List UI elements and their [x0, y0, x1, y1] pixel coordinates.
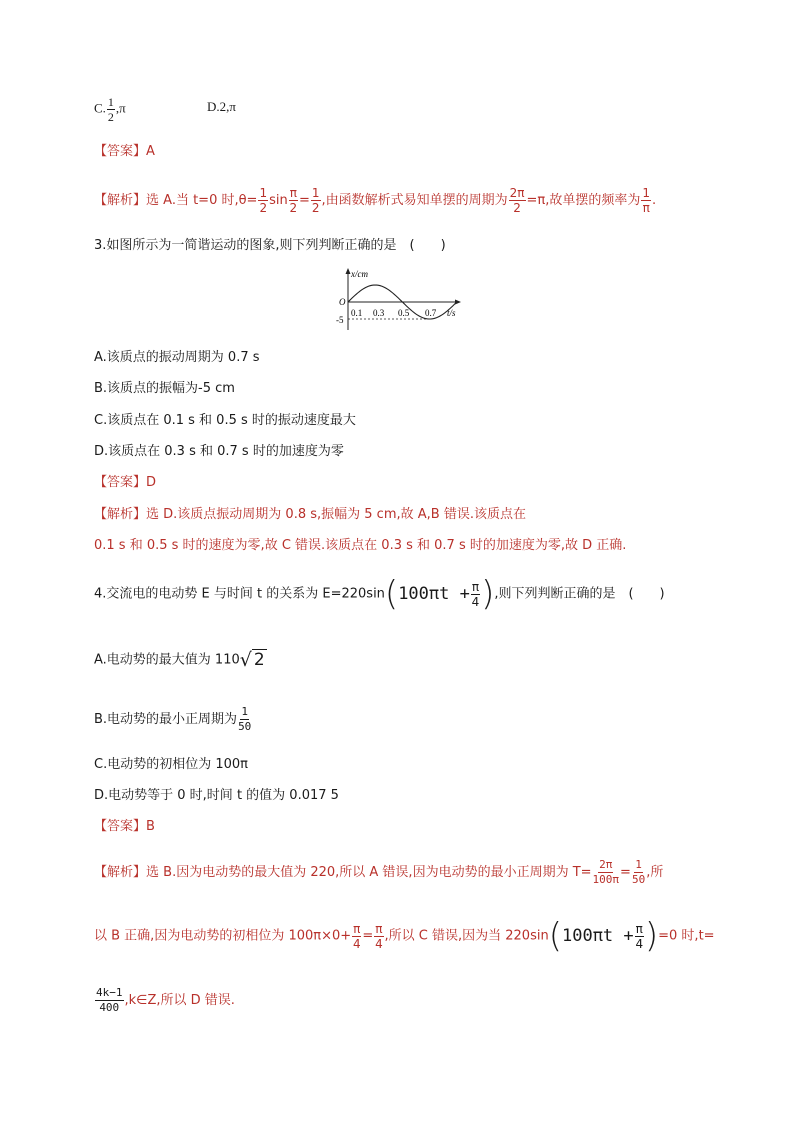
answer-bracket: 【答案】	[94, 819, 147, 834]
left-paren: (	[384, 574, 399, 614]
q3-option-b: B.该质点的振幅为-5 cm	[94, 381, 235, 396]
analysis-text: =	[298, 193, 310, 208]
x-axis-label: t/s	[447, 308, 456, 318]
tick-label: 0.5	[398, 308, 410, 318]
stem-text: ,则下列判断正确的是 ( )	[494, 586, 665, 602]
q4-analysis-line3	[94, 986, 235, 1015]
oscillation-graph	[330, 266, 470, 332]
option-c-suffix: ,π	[115, 100, 126, 116]
q4-answer	[94, 818, 155, 836]
tick-label: 0.7	[425, 308, 437, 318]
left-paren: (	[548, 916, 562, 956]
analysis-text: =	[620, 865, 631, 880]
tick-label: 0.3	[373, 308, 385, 318]
y-axis-arrow-icon	[346, 268, 351, 274]
expression: 100πt +	[398, 584, 470, 604]
q3-option-a: A.该质点的振动周期为 0.7 s	[94, 350, 260, 365]
answer-value: B	[146, 819, 155, 834]
q2-analysis	[94, 186, 656, 215]
q3-option-c: C.该质点在 0.1 s 和 0.5 s 时的振动速度最大	[94, 413, 356, 428]
q4-option-d: D.电动势等于 0 时,时间 t 的值为 0.017 5	[94, 788, 339, 803]
q3-stem: 3.如图所示为一简谐运动的图象,则下列判断正确的是 ( )	[94, 238, 446, 253]
stem-text: 4.交流电的电动势 E 与时间 t 的关系为 E=220sin	[94, 586, 385, 602]
option-c-prefix: C.	[94, 100, 106, 116]
fraction: $\frac{\pi}{2}$	[289, 186, 298, 215]
option-c	[94, 95, 126, 124]
q4-analysis-line1	[94, 858, 663, 887]
fraction: $\frac{4k-1}{400}$	[96, 986, 123, 1014]
q4-analysis-line2	[94, 916, 715, 957]
fraction: $\frac{\pi}{4}$	[471, 579, 480, 609]
q4-option-a	[94, 648, 267, 673]
answer-value: D	[146, 475, 157, 490]
q3-answer	[94, 474, 156, 492]
answer-bracket: 【答案】	[94, 475, 147, 490]
right-paren: )	[644, 916, 659, 956]
option-text: B.电动势的最小正周期为	[94, 712, 238, 727]
option-d: D.2,π	[207, 99, 236, 114]
q3-option-d: D.该质点在 0.3 s 和 0.7 s 时的加速度为零	[94, 444, 344, 459]
analysis-text: =0 时,t=	[658, 928, 715, 944]
min-value-label: -5	[336, 315, 344, 325]
analysis-text: 选 A.当 t=0 时,θ=	[146, 193, 258, 208]
fraction: $\frac{2\pi}{100\pi}$	[592, 858, 620, 886]
radicand: 2	[253, 650, 265, 670]
fraction: $\frac{1}{50}$	[631, 858, 646, 886]
analysis-text: 选 D.该质点振动周期为 0.8 s,振幅为 5 cm,故 A,B 错误.该质点在	[146, 507, 526, 522]
option-text: A.电动势的最大值为 110	[94, 652, 240, 668]
analysis-text: =π,故单摆的频率为	[526, 193, 641, 208]
fraction: $\frac{\pi}{4}$	[352, 921, 361, 951]
fraction: $\frac{\pi}{4}$	[635, 921, 644, 951]
answer-bracket: 【答案】	[94, 144, 147, 159]
fraction: $\frac{1}{2}$	[311, 186, 320, 215]
q4-option-c: C.电动势的初相位为 100π	[94, 757, 248, 772]
x-axis-arrow-icon	[455, 300, 461, 305]
analysis-text: ,所以 C 错误,因为当 220sin	[384, 928, 549, 944]
analysis-bracket: 【解析】	[94, 193, 147, 208]
analysis-text: =	[362, 928, 374, 944]
analysis-text: 以 B 正确,因为电动势的初相位为 100π×0+	[94, 928, 352, 944]
q3-analysis-line2: 0.1 s 和 0.5 s 时的速度为零,故 C 错误.该质点在 0.3 s 和 0.7 s 时的加速度为零,故 D 正确.	[94, 538, 627, 553]
analysis-text: ,所	[646, 865, 664, 880]
analysis-text: 选 B.因为电动势的最大值为 220,所以 A 错误,因为电动势的最小正周期为 T=	[146, 865, 592, 880]
q2-answer	[94, 143, 155, 161]
q4-stem	[94, 574, 665, 615]
fraction: $\frac{1}{50}$	[238, 705, 252, 733]
tick-label: 0.1	[351, 308, 363, 318]
origin-label: O	[339, 297, 346, 307]
analysis-text: sin	[269, 193, 288, 208]
fraction: $\frac{1}{\pi}$	[642, 186, 650, 215]
y-axis-label: x/cm	[351, 269, 368, 279]
sqrt-icon: √	[239, 649, 252, 671]
analysis-bracket: 【解析】	[94, 865, 147, 880]
q4-option-b	[94, 705, 252, 734]
analysis-text: ,由函数解析式易知单摆的周期为	[321, 193, 508, 208]
analysis-text: ,k∈Z,所以 D 错误.	[124, 993, 235, 1008]
expression: 100πt +	[561, 926, 634, 946]
right-paren: )	[481, 574, 495, 614]
answer-value: A	[146, 144, 155, 159]
fraction: $\frac{\pi}{4}$	[375, 921, 383, 951]
analysis-bracket: 【解析】	[94, 507, 147, 522]
fraction: $\frac{1}{2}$	[259, 186, 268, 215]
fraction: $\frac{2\pi}{2}$	[509, 186, 525, 215]
option-c-fraction: $\frac{1}{2}$	[107, 95, 114, 124]
analysis-text: .	[652, 193, 657, 208]
q3-analysis-line1	[94, 506, 526, 524]
